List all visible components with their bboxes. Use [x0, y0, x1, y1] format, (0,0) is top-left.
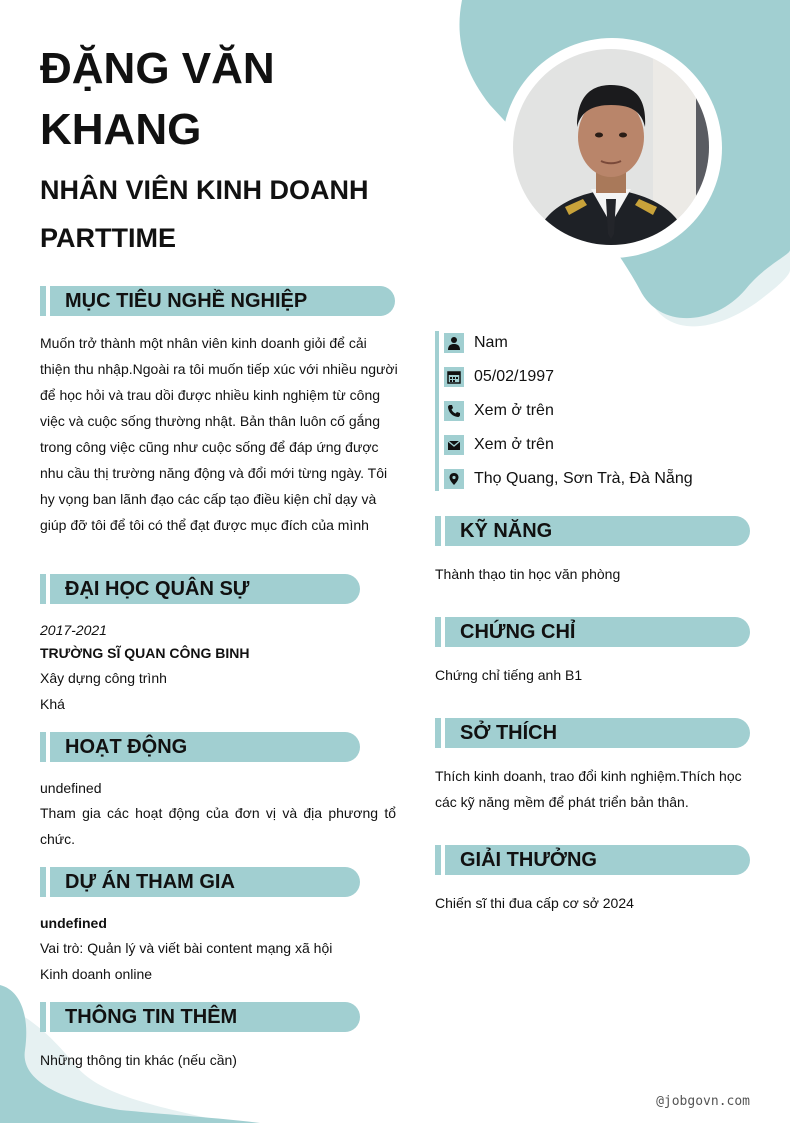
certificates-header	[435, 617, 750, 647]
project-role: Vai trò: Quản lý và viết bài content mạng xã hội	[40, 940, 333, 956]
person-icon	[444, 333, 464, 353]
email-icon	[444, 435, 464, 455]
hobbies-text: Thích kinh doanh, trao đổi kinh nghiệm.Thích học các kỹ năng mềm để phát triển bản thân.	[435, 768, 742, 810]
avatar	[513, 49, 709, 245]
job-title: NHÂN VIÊN KINH DOANH PARTTIME	[40, 175, 369, 253]
objective-header	[40, 286, 395, 316]
awards-title: GIẢI THƯỞNG	[460, 849, 597, 871]
project-desc: Kinh doanh online	[40, 966, 153, 982]
address-value: Thọ Quang, Sơn Trà, Đà Nẵng	[474, 470, 693, 487]
activities-desc: Tham gia các hoạt động của đơn vị và địa phương tổ chức.	[40, 805, 396, 847]
extra-text: Những thông tin khác (nếu cần)	[40, 1052, 237, 1068]
gender-value: Nam	[474, 334, 508, 351]
activities-title: HOẠT ĐỘNG	[65, 736, 188, 758]
watermark: @jobgovn.com	[656, 1094, 750, 1109]
contact-gender	[444, 332, 508, 354]
hobbies-title: SỞ THÍCH	[460, 722, 558, 744]
extra-header	[40, 1002, 360, 1032]
education-title: ĐẠI HỌC QUÂN SỰ	[65, 578, 250, 600]
location-icon	[444, 469, 464, 489]
contact-address	[444, 468, 693, 490]
calendar-icon	[444, 367, 464, 387]
email-value: Xem ở trên	[474, 436, 554, 453]
projects-header	[40, 867, 360, 897]
candidate-name: ĐẶNG VĂN KHANG	[40, 44, 275, 154]
objective-text: Muốn trở thành một nhân viên kinh doanh giỏi để cải thiện thu nhập.Ngoài ra tôi muốn tiếp xúc với nhiều người để học hỏi và trau dồi được nhiều kinh nghiệm từ công việc và cuộc sống thường nhật. Bản thân luôn cố gắng trong công việc cũng như cuộc sống để đáp ứng được nhu cầu thị trường năng động và đổi mới từng ngày. Tôi hy vọng ban lãnh đạo các cấp tạo điều kiện chỉ dạy và giúp đỡ tôi để tôi có thể đạt được mục đích của mình	[40, 335, 398, 533]
education-school: TRƯỜNG SĨ QUAN CÔNG BINH	[40, 645, 250, 661]
contact-divider	[435, 331, 439, 491]
portrait-image	[513, 49, 709, 245]
activities-org: undefined	[40, 780, 102, 796]
skills-text: Thành thạo tin học văn phòng	[435, 566, 621, 582]
phone-value: Xem ở trên	[474, 402, 554, 419]
certificates-text: Chứng chỉ tiếng anh B1	[435, 667, 583, 683]
activities-header	[40, 732, 360, 762]
education-header	[40, 574, 360, 604]
skills-header	[435, 516, 750, 546]
phone-icon	[444, 401, 464, 421]
extra-title: THÔNG TIN THÊM	[65, 1006, 238, 1028]
awards-header	[435, 845, 750, 875]
certificates-title: CHỨNG CHỈ	[460, 621, 576, 643]
project-name: undefined	[40, 915, 107, 931]
skills-title: KỸ NĂNG	[460, 520, 553, 542]
contact-birthday	[444, 366, 554, 388]
education-grade: Khá	[40, 696, 65, 712]
objective-title: MỤC TIÊU NGHỀ NGHIỆP	[65, 290, 308, 312]
awards-text: Chiến sĩ thi đua cấp cơ sở 2024	[435, 895, 634, 911]
education-major: Xây dựng công trình	[40, 670, 167, 686]
contact-phone	[444, 400, 554, 422]
projects-title: DỰ ÁN THAM GIA	[65, 871, 235, 893]
hobbies-header	[435, 718, 750, 748]
contact-email	[444, 434, 554, 456]
birthday-value: 05/02/1997	[474, 368, 555, 385]
education-period: 2017-2021	[40, 622, 107, 638]
